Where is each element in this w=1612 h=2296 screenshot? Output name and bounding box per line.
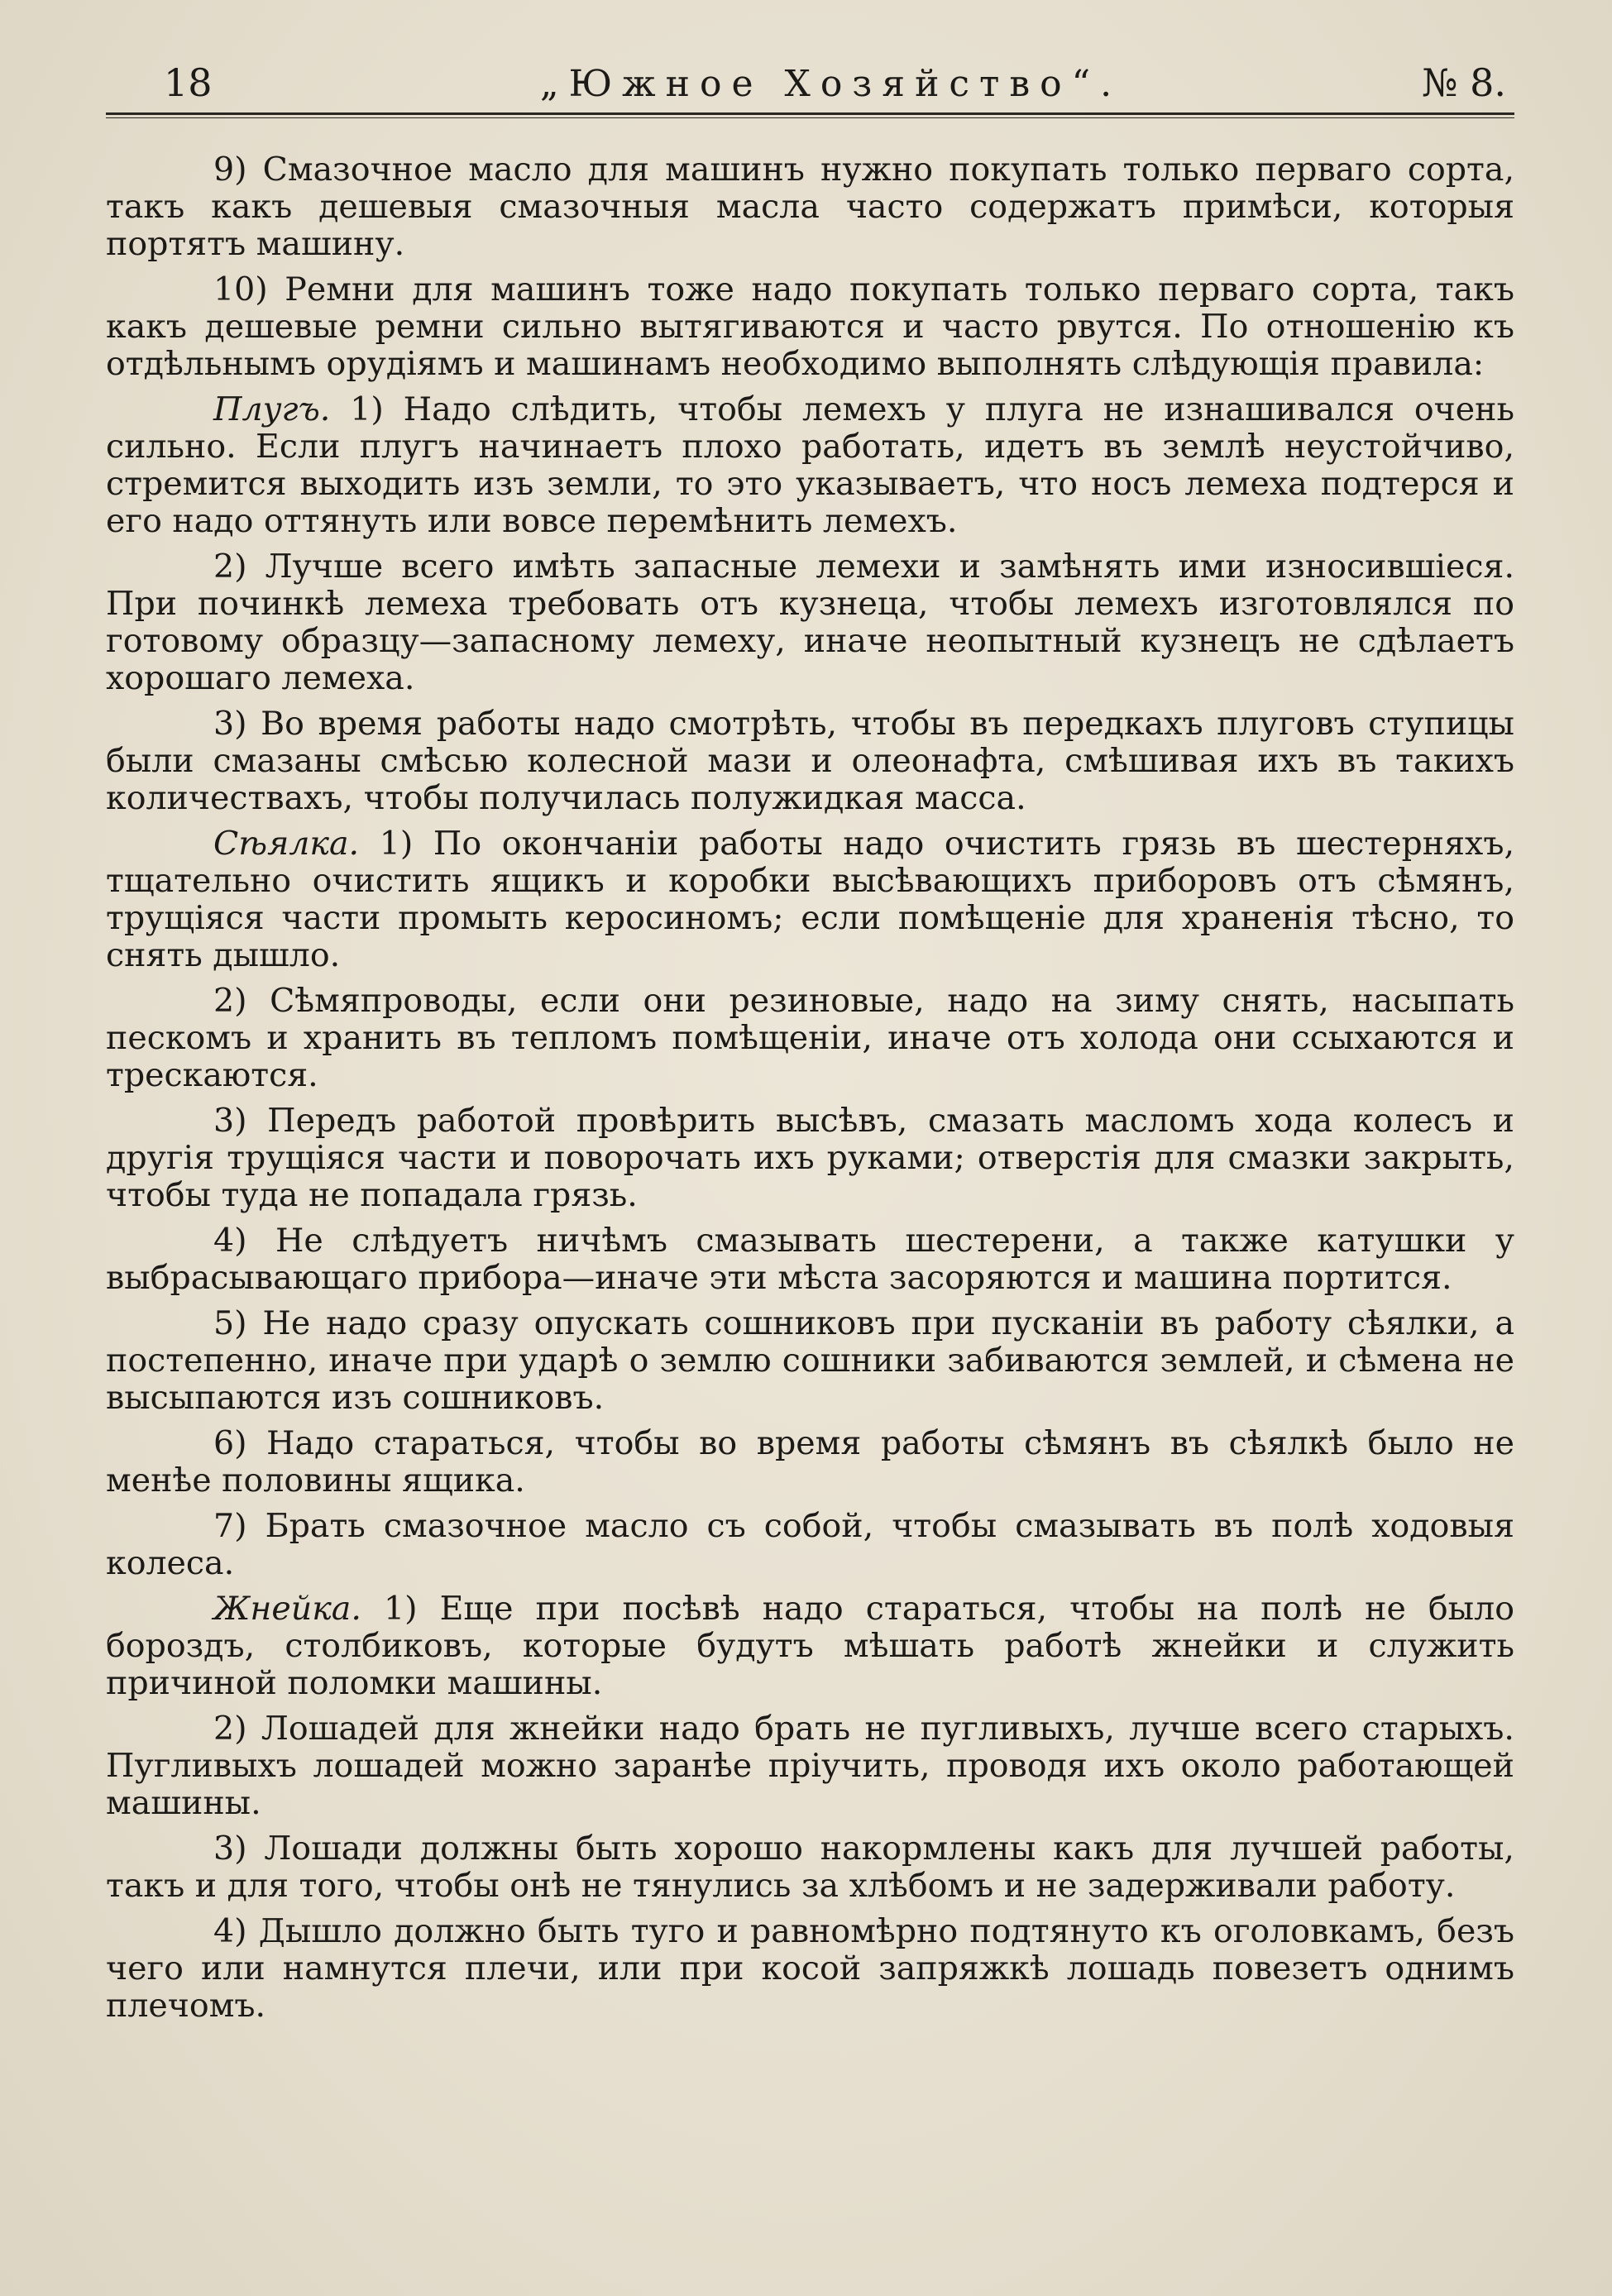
paragraph-seeder-2: 2) Сѣмяпроводы, если они резиновые, надо на зиму снять, насыпать пескомъ и хранить въ тепломъ помѣщеніи, иначе отъ холода они ссыхаются и трескаются. [106, 982, 1514, 1094]
paragraph-plough-3: 3) Во время работы надо смотрѣть, чтобы въ передкахъ плуговъ ступицы были смазаны смѣсью колесной мази и олеонафта, смѣшивая ихъ въ такихъ количествахъ, чтобы получилась полужидкая масса. [106, 705, 1514, 817]
header-rule [106, 112, 1514, 118]
issue-number: № 8. [1421, 60, 1506, 105]
paragraph-reaper-4: 4) Дышло должно быть туго и равномѣрно подтянуто къ оголовкамъ, безъ чего или намнутся плечи, или при косой запряжкѣ лошадь повезетъ однимъ плечомъ. [106, 1912, 1514, 2025]
paragraph-seeder-6: 6) Надо стараться, чтобы во время работы сѣмянъ въ сѣялкѣ было не менѣе половины ящика. [106, 1424, 1514, 1500]
paragraph-reaper-1: Жнейка. 1) Еще при посѣвѣ надо стараться, чтобы на полѣ не было бороздъ, столбиковъ, которые будутъ мѣшать работѣ жнейки и служить причиной поломки машины. [106, 1590, 1514, 1702]
paragraph-plough-1: Плугъ. 1) Надо слѣдить, чтобы лемехъ у плуга не изнашивался очень сильно. Если плугъ начинаетъ плохо работать, идетъ въ землѣ неустойчиво, стремится выходить изъ земли, то это указываетъ, что носъ лемеха подтерся и его надо оттянуть или вовсе перемѣнить лемехъ. [106, 390, 1514, 540]
running-header [106, 58, 1514, 108]
section-heading-plough: Плугъ. [213, 390, 331, 428]
page-number: 18 [164, 60, 213, 105]
journal-title: „Южное Хозяйство“. [539, 63, 1122, 105]
paragraph-oil: 9) Смазочное масло для машинъ нужно покупать только перваго сорта, такъ какъ дешевыя смазочныя масла часто содержатъ примѣси, которыя портятъ машину. [106, 151, 1514, 263]
paragraph-seeder-4: 4) Не слѣдуетъ ничѣмъ смазывать шестерени, а также катушки у выбрасывающаго прибора—иначе эти мѣста засоряются и машина портится. [106, 1222, 1514, 1297]
paragraph-belts: 10) Ремни для машинъ тоже надо покупать только перваго сорта, такъ какъ дешевые ремни сильно вытягиваются и часто рвутся. По отношенію къ отдѣльнымъ орудіямъ и машинамъ необходимо выполнять слѣдующія правила: [106, 270, 1514, 383]
paragraph-seeder-7: 7) Брать смазочное масло съ собой, чтобы смазывать въ полѣ ходовыя колеса. [106, 1507, 1514, 1582]
paragraph-reaper-2: 2) Лошадей для жнейки надо брать не пугливыхъ, лучше всего старыхъ. Пугливыхъ лошадей можно заранѣе пріучить, проводя ихъ около работающей машины. [106, 1710, 1514, 1822]
paragraph-seeder-5: 5) Не надо сразу опускать сошниковъ при пусканіи въ работу сѣялки, а постепенно, иначе при ударѣ о землю сошники забиваются землей, и сѣмена не высыпаются изъ сошниковъ. [106, 1304, 1514, 1417]
article-body [106, 151, 1514, 2025]
paragraph-seeder-3: 3) Передъ работой провѣрить высѣвъ, смазать масломъ хода колесъ и другія трущіяся части и поворочать ихъ руками; отверстія для смазки закрыть, чтобы туда не попадала грязь. [106, 1102, 1514, 1214]
paragraph-reaper-3: 3) Лошади должны быть хорошо накормлены какъ для лучшей работы, такъ и для того, чтобы онѣ не тянулись за хлѣбомъ и не задерживали работу. [106, 1830, 1514, 1905]
section-heading-reaper: Жнейка. [213, 1590, 361, 1628]
paragraph-plough-2: 2) Лучше всего имѣть запасные лемехи и замѣнять ими износившіеся. При починкѣ лемеха требовать отъ кузнеца, чтобы лемехъ изготовлялся по готовому образцу—запасному лемеху, иначе неопытный кузнецъ не сдѣлаетъ хорошаго лемеха. [106, 548, 1514, 697]
paragraph-seeder-1: Сѣялка. 1) По окончаніи работы надо очистить грязь въ шестерняхъ, тщательно очистить ящикъ и коробки высѣвающихъ приборовъ отъ сѣмянъ, трущіяся части промыть керосиномъ; если помѣщеніе для храненія тѣсно, то снять дышло. [106, 825, 1514, 974]
section-heading-seeder: Сѣялка. [213, 825, 360, 863]
